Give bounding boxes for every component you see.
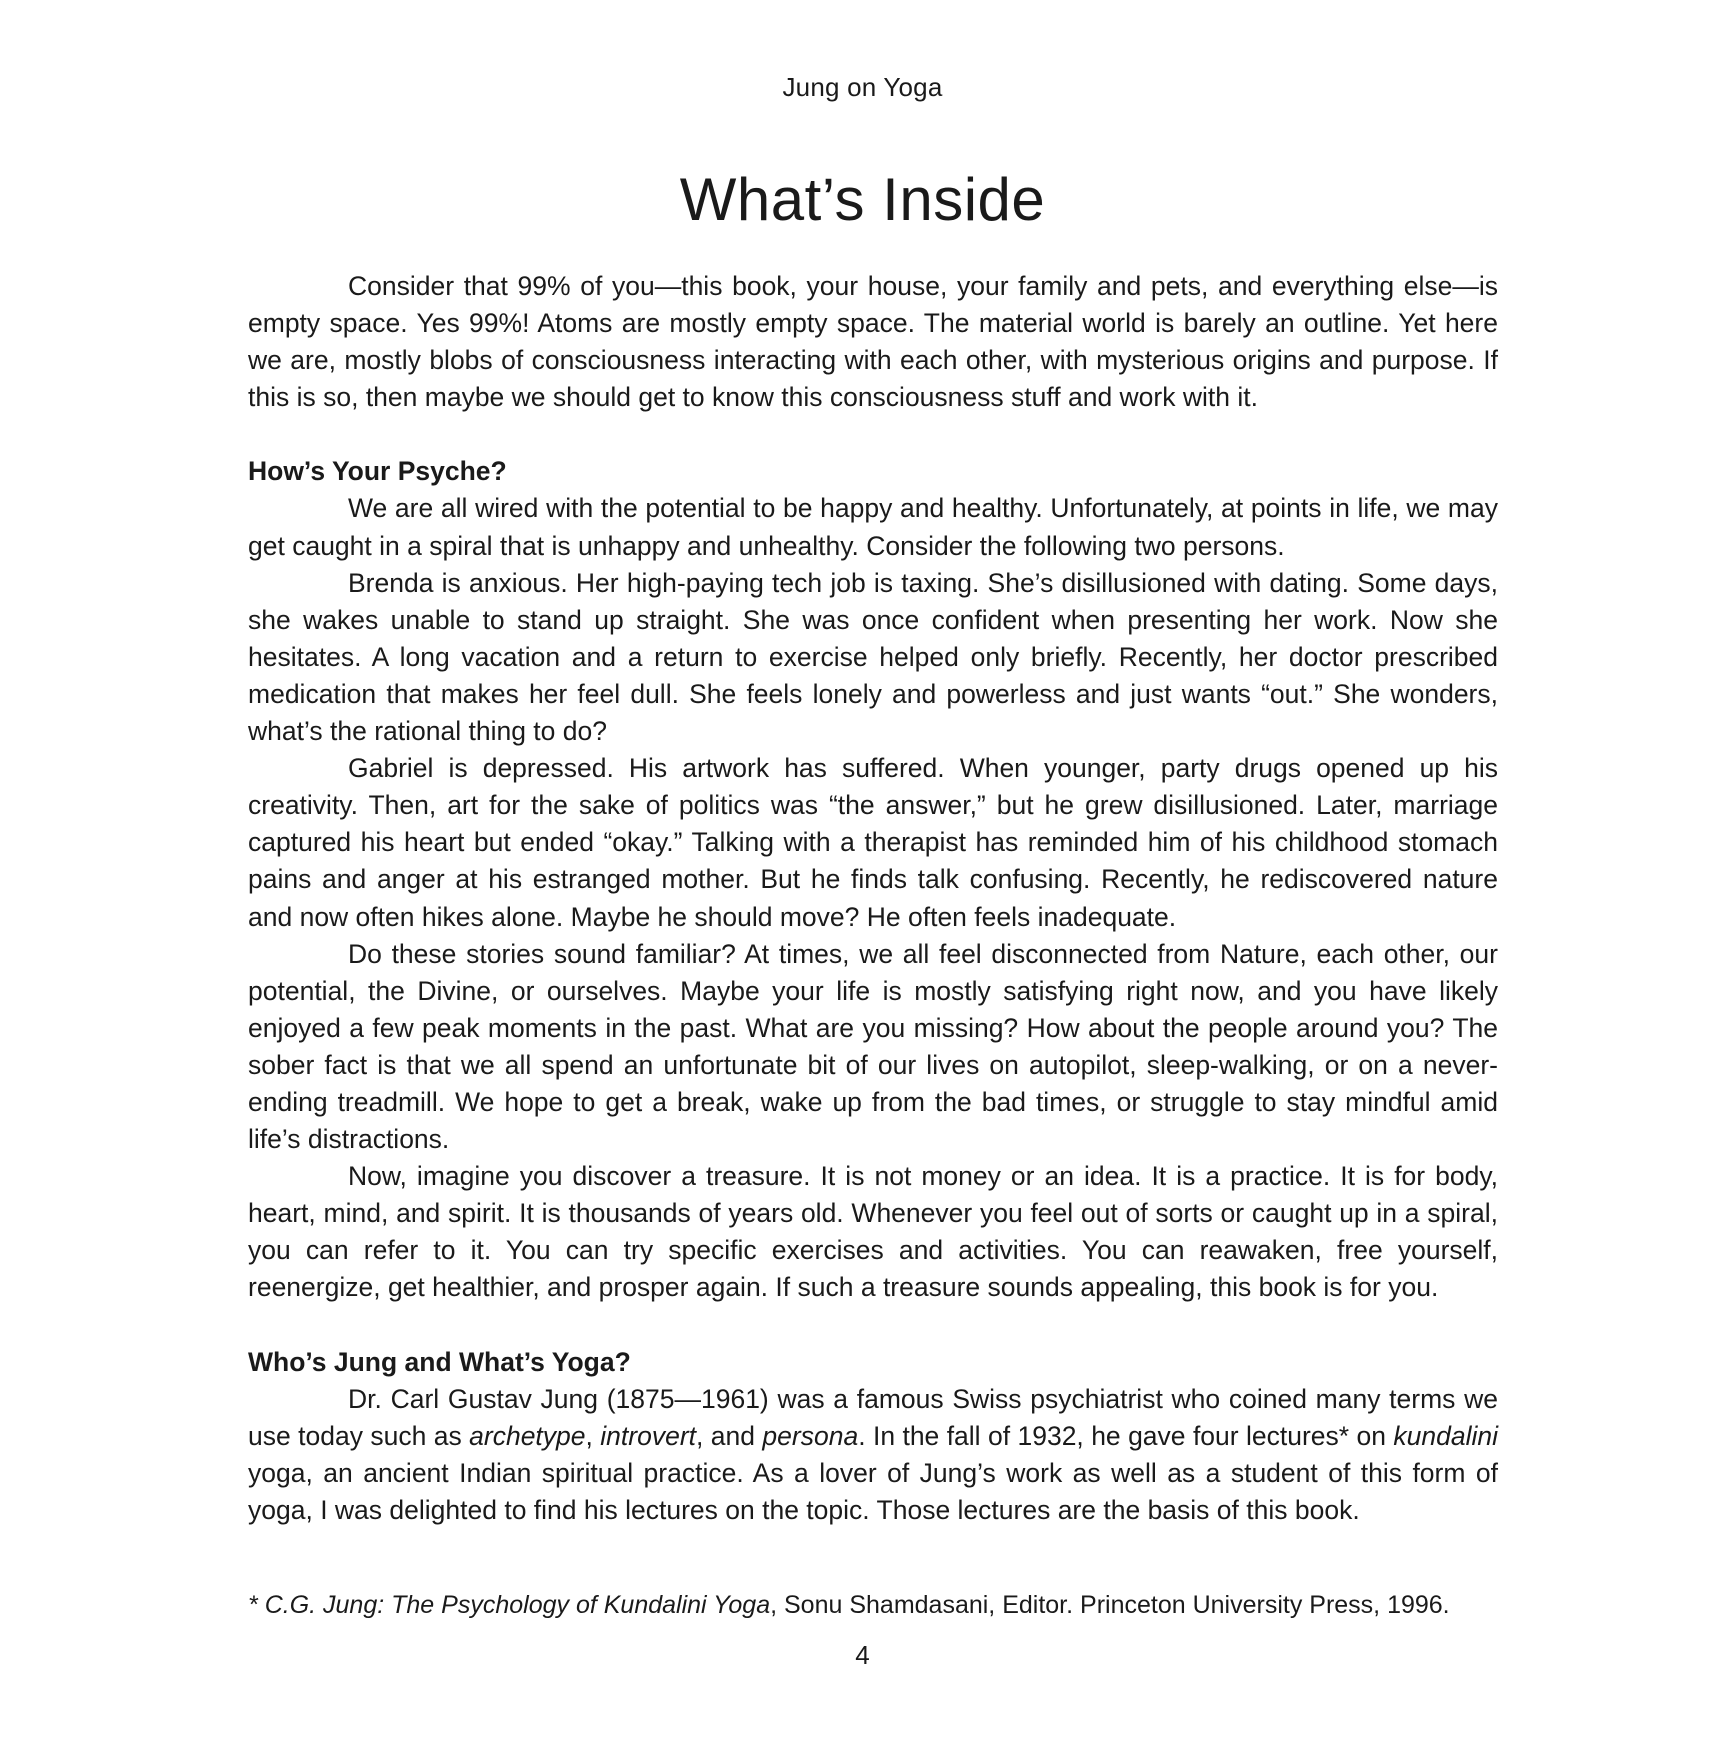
footnote xyxy=(248,1588,1498,1622)
text-run: yoga, an ancient Indian spiritual practice. As a lover of Jung’s work as well as a student of this form of yoga, I was delighted to find his lectures on the topic. Those lectures are the basis of this book. xyxy=(248,1457,1498,1525)
text-run: , and xyxy=(696,1420,763,1451)
term-archetype: archetype xyxy=(469,1420,586,1451)
paragraph: We are all wired with the potential to be happy and healthy. Unfortunately, at points in life, we may get caught in a spiral that is unhappy and unhealthy. Consider the following two persons. xyxy=(248,493,1498,561)
text-run: Dr. Carl Gustav Jung (1875—1961) was a famous Swiss psychiatrist who coined many terms we use today such as xyxy=(248,1383,1498,1451)
jung-paragraph xyxy=(248,1381,1498,1529)
paragraph: Brenda is anxious. Her high-paying tech job is taxing. She’s disillusioned with dating. Some days, she wakes unable to stand up straight. She was once confident when presenting her work. Now she hesitates. A long vacation and a return to exercise helped only briefly. Recently, her doctor prescribed medication that makes her feel dull. She feels lonely and powerless and just wants “out.” She wonders, what’s the rational thing to do? xyxy=(248,567,1498,747)
footnote-citation: , Sonu Shamdasani, Editor. Princeton University Press, 1996. xyxy=(770,1591,1450,1619)
term-kundalini: kundalini xyxy=(1393,1420,1498,1451)
section-heading-jung-yoga: Who’s Jung and What’s Yoga? xyxy=(248,1346,631,1377)
paragraph-gap xyxy=(248,416,1498,453)
term-persona: persona xyxy=(762,1420,859,1451)
running-head: Jung on Yoga xyxy=(782,72,943,102)
body-text xyxy=(248,268,1498,1529)
text-run: , xyxy=(585,1420,601,1451)
page-title: What’s Inside xyxy=(679,166,1046,233)
footnote-marker: * xyxy=(248,1591,265,1619)
paragraph: Gabriel is depressed. His artwork has suffered. When younger, party drugs opened up his creativity. Then, art for the sake of politics was “the answer,” but he grew disillusioned. Later, marriage captured his heart but ended “okay.” Talking with a therapist has reminded him of his childhood stomach pains and anger at his estranged mother. But he finds talk confusing. Recently, he rediscovered nature and now often hikes alone. Maybe he should move? He often feels inadequate. xyxy=(248,753,1498,932)
paragraph: Now, imagine you discover a treasure. It is not money or an idea. It is a practice. It is for body, heart, mind, and spirit. It is thousands of years old. Whenever you feel out of sorts or caught up in a spiral, you can refer to it. You can try specific exercises and activities. You can reawaken, free yourself, reenergize, get healthier, and prosper again. If such a treasure sounds appealing, this book is for you. xyxy=(248,1161,1498,1303)
intro-paragraph: Consider that 99% of you—this book, your house, your family and pets, and everything else—is empty space. Yes 99%! Atoms are mostly empty space. The material world is barely an outline. Yet here we are, mostly blobs of consciousness interacting with each other, with mysterious origins and purpose. If this is so, then maybe we should get to know this consciousness stuff and work with it. xyxy=(248,271,1498,413)
term-introvert: introvert xyxy=(600,1420,697,1451)
paragraph-gap xyxy=(248,1307,1498,1344)
paragraph: Do these stories sound familiar? At times, we all feel disconnected from Nature, each other, our potential, the Divine, or ourselves. Maybe your life is mostly satisfying right now, and you have likely enjoyed a few peak moments in the past. What are you missing? How about the people around you? The sober fact is that we all spend an unfortunate bit of our lives on autopilot, sleep-walking, or on a never-ending treadmill. We hope to get a break, wake up from the bad times, or struggle to stay mindful amid life’s distractions. xyxy=(248,938,1498,1155)
footnote-title: C.G. Jung: The Psychology of Kundalini Yoga xyxy=(264,1591,771,1619)
section-heading-psyche: How’s Your Psyche? xyxy=(248,456,507,487)
page-number: 4 xyxy=(855,1640,870,1670)
text-run: . In the fall of 1932, he gave four lectures* on xyxy=(858,1420,1394,1451)
